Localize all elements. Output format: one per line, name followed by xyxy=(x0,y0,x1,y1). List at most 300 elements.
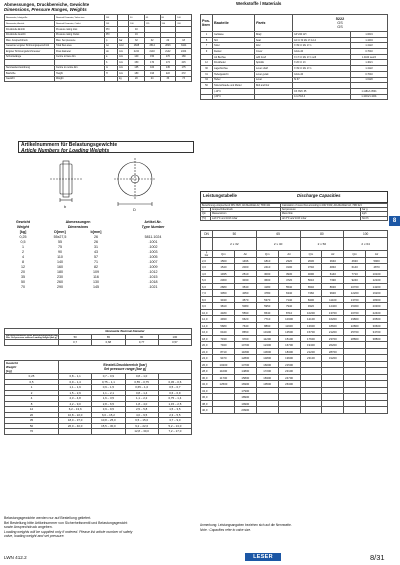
parts-cell: 0.7040 xyxy=(351,71,388,77)
ls-legend-cell: [°C] xyxy=(201,216,211,220)
cap-cell: 3930 xyxy=(278,270,300,277)
ps-cell: 9,2 – 22,0 xyxy=(125,423,158,429)
parts-cell: GGG-40 xyxy=(293,71,351,77)
ps-cell: 3,9 – 9,5 xyxy=(92,407,125,413)
tech-cell: 22 xyxy=(160,38,176,44)
dims-cell: 12 xyxy=(21,265,25,270)
ps-row xyxy=(5,429,192,435)
parts-cell: (-60°C xyxy=(213,94,255,100)
tech-cell: mm xyxy=(118,60,129,66)
ps-cell: 0,6 – 0,9 xyxy=(158,390,191,396)
cap-cell: 26500 xyxy=(366,316,388,323)
parts-cell: Gehäuse xyxy=(213,32,255,38)
discharge-legend-table xyxy=(200,203,388,221)
tech-cell: 2x42 xyxy=(160,49,176,55)
cap-cell: 7140 xyxy=(278,296,300,303)
tech-cell: Bauhöhe xyxy=(5,71,55,77)
dims-cell: 75 xyxy=(58,245,62,250)
ps-header-row xyxy=(5,361,192,374)
dims-cell: 90 xyxy=(58,250,62,255)
ps-cell: 7,2 – 17,0 xyxy=(158,429,191,435)
ps-cell: 6,0 – 15,2 xyxy=(92,412,125,418)
cap-dn-cell: 65 xyxy=(256,231,300,238)
ps-cell: 18,0 – 37,0 xyxy=(59,418,92,424)
nw-cell: 0,7 xyxy=(59,340,92,346)
cap-cell: 3430 xyxy=(213,296,235,303)
cap-cell: 4780 xyxy=(256,290,278,297)
cap-pressure-cell: 2,0 xyxy=(201,257,213,264)
cap-cell xyxy=(300,407,322,414)
cap-cell: 10300 xyxy=(278,316,300,323)
dims-cell: .1018 xyxy=(148,280,158,285)
parts-cell: 12 xyxy=(201,60,213,66)
parts-cell: Tellerschraube und Mutter xyxy=(213,83,255,89)
cap-cell xyxy=(344,407,366,414)
set-pressure-table xyxy=(4,360,192,435)
tech-cell: 174 xyxy=(160,60,176,66)
tech-cell: mm xyxy=(118,54,129,60)
cap-cell: 4180 xyxy=(256,283,278,290)
cap-cell: 11000 xyxy=(213,368,235,375)
tech-cell: PN xyxy=(105,32,118,38)
ps-cell: 1,5 – 3,5 xyxy=(158,407,191,413)
parts-cell: 50 xyxy=(201,83,213,89)
cap-cell: 20300 xyxy=(366,303,388,310)
cap-do-label xyxy=(201,237,213,250)
ls-legend-cell: Set pressure xyxy=(281,208,361,212)
cap-cell: 12500 xyxy=(213,381,235,388)
ps-cell: 2,5 – 5,8 xyxy=(125,407,158,413)
cap-cell: 3000 xyxy=(256,270,278,277)
tech-header-cell: 100 xyxy=(176,15,192,21)
cap-cell xyxy=(213,407,235,414)
tech-cell: 24 xyxy=(144,76,160,82)
cap-row xyxy=(201,407,388,414)
cap-cell: 22400 xyxy=(366,309,388,316)
parts-parts-header: Parts xyxy=(255,15,293,32)
tech-cell: bar xyxy=(118,38,129,44)
ps-cell: 26,0 – 40,0 xyxy=(59,423,92,429)
discharge-capacity-table xyxy=(200,230,388,414)
dims-cell: .1015 xyxy=(148,275,158,280)
cap-cell: 19800 xyxy=(344,316,366,323)
tech-cell: Max. Ansprechdruck xyxy=(5,38,55,44)
cap-cell: 10200 xyxy=(300,309,322,316)
tech-cell: 193 xyxy=(144,71,160,77)
ls-legend-cell: Massenstrom xyxy=(211,212,281,216)
cap-cell: 18600 xyxy=(322,322,344,329)
ls-desc-de: Berechnung entsprechend DIN 3320, AD-Merkblatt A2, TRD 421 xyxy=(201,204,281,208)
cap-cell: 7460 xyxy=(300,290,322,297)
parts-cell: 31 xyxy=(201,71,213,77)
parts-cell: X 20 Cr 13 xyxy=(293,60,351,66)
cap-pressure-cell: 30,0 xyxy=(201,374,213,381)
nominal-diameter-table xyxy=(4,328,192,346)
cap-cell: 1810 xyxy=(256,257,278,264)
cap-cell: 3050 xyxy=(213,290,235,297)
ps-cell xyxy=(92,429,125,435)
cap-cell: 23100 xyxy=(278,368,300,375)
tech-cell: 222 xyxy=(160,71,176,77)
cap-cell: 5590 xyxy=(234,309,256,316)
ps-cell: 12,8 – 30,0 xyxy=(125,429,158,435)
cap-do-cell: 2 x 64 xyxy=(344,237,388,250)
dims-head-weight-de: Gewicht xyxy=(16,219,30,224)
cap-cell: 6540 xyxy=(256,309,278,316)
cap-unit-cell: Air xyxy=(234,250,256,257)
ps-cell: 0,8 – 1,0 xyxy=(125,374,158,380)
tech-cell: 272 xyxy=(176,71,192,77)
cap-pressure-cell: 28,0 xyxy=(201,368,213,375)
ls-legend-cell: Mass flow xyxy=(281,212,361,216)
nw-cell: 65 xyxy=(92,334,125,340)
parts-cell: St 37 xyxy=(293,77,351,83)
nw-cell: 0,77 xyxy=(125,340,158,346)
tech-cell: 2514 xyxy=(144,43,160,49)
parts-cell: 34 xyxy=(201,77,213,83)
cap-dn-label: DN xyxy=(201,231,213,238)
ps-cell: 50 xyxy=(5,423,59,429)
cap-pressure-cell: 4,0 xyxy=(201,270,213,277)
cap-cell: 4690 xyxy=(300,270,322,277)
ps-cell: 0,75 – 1,1 xyxy=(92,379,125,385)
cap-cell: 15100 xyxy=(278,335,300,342)
cap-cell: 21200 xyxy=(300,348,322,355)
ps-cell: 70 xyxy=(5,429,59,435)
tech-cell: Flow diameter xyxy=(55,49,105,55)
ls-legend-cell: bar g xyxy=(361,208,388,212)
tech-cell xyxy=(105,76,118,82)
cap-cell: 17600 xyxy=(300,335,322,342)
parts-pos-header: Pos. Item xyxy=(201,15,213,32)
tech-cell: m xyxy=(105,65,118,71)
cap-cell: 4720 xyxy=(278,277,300,284)
cap-cell: 4630 xyxy=(344,257,366,264)
cap-cell: 5950 xyxy=(256,303,278,310)
ps-cell: 35 xyxy=(5,418,59,424)
ps-cell: 0,25 xyxy=(5,374,59,380)
cap-cell: 16200 xyxy=(366,290,388,297)
parts-cell: Seat xyxy=(255,37,293,43)
cap-cell: 8710 xyxy=(213,348,235,355)
dim-label-b: b xyxy=(64,204,67,209)
tech-cell: 33 xyxy=(160,76,176,82)
cap-cell: 6340 xyxy=(278,290,300,297)
cap-do-row xyxy=(201,237,388,250)
parts-cell: Lagerbüchse xyxy=(213,66,255,72)
tech-cell: 2x64 xyxy=(176,49,192,55)
tech-cell: 18 xyxy=(176,38,192,44)
tech-cell: 32 xyxy=(129,38,145,44)
ps-range-header: Einstell-Druckbereich [bar] Set pressure range [bar g] xyxy=(59,361,192,374)
dims-cell: 35 xyxy=(21,275,25,280)
cap-cell: 2630 xyxy=(300,257,322,264)
ls-legend-cell: Ansprechüberdruck xyxy=(211,208,281,212)
cap-cell: 4180 xyxy=(213,309,235,316)
cap-cell: 10700 xyxy=(234,342,256,349)
cap-cell: 38800 xyxy=(366,335,388,342)
cap-cell: 13700 xyxy=(322,309,344,316)
cap-cell: 3600 xyxy=(256,277,278,284)
cap-cell: 5960 xyxy=(366,257,388,264)
tech-header-cell: 65 xyxy=(144,15,160,21)
dims-cell: 2 xyxy=(22,250,24,255)
cap-pressure-cell: 18,0 xyxy=(201,335,213,342)
cap-cell: 3810 xyxy=(213,303,235,310)
loading-weight-footnote: Belastungsgewichte werden nur auf Bestellung geliefert. Bei Bestellung bitte Artikelnummer von Sicherheitsventil und Belastungsgewicht sowie Ansprechdruck angeben. Loading weights will be supplied only if ordered. Please list article number of safety valve, loading weight and set pressure. xyxy=(4,516,133,539)
cap-cell: 18300 xyxy=(256,374,278,381)
cap-cell: 18300 xyxy=(278,348,300,355)
cap-cell: 3030 xyxy=(234,277,256,284)
cap-cell: 4050 xyxy=(234,290,256,297)
ps-cell: 15,5 – 30,0 xyxy=(92,423,125,429)
cap-cell: 31200 xyxy=(322,355,344,362)
cap-cell: 12100 xyxy=(300,316,322,323)
tech-cell: 100 xyxy=(144,65,160,71)
ps-cell: 1,8 – 4,0 xyxy=(125,401,158,407)
cap-cell: 23700 xyxy=(322,335,344,342)
tech-header-cell: 50 xyxy=(129,15,145,21)
cap-cell: 12400 xyxy=(256,342,278,349)
dims-cell: .1003 xyxy=(148,250,158,255)
tech-header-cell: 200 xyxy=(176,21,192,27)
dims-cell: 5811.1024 xyxy=(144,235,162,240)
article-numbers-heading xyxy=(18,141,194,153)
tech-header-cell: DN xyxy=(105,15,118,21)
cap-cell: 15700 xyxy=(300,329,322,336)
cap-cell: 5080 xyxy=(234,303,256,310)
tech-cell: Weight xyxy=(55,76,105,82)
dims-cell: 4 xyxy=(22,255,24,260)
nw-title: Nennweite /Nominal Diameter xyxy=(59,329,192,335)
tech-cell: 145 xyxy=(160,65,176,71)
ls-legend-cell: p xyxy=(201,208,211,212)
tech-cell: 1608 xyxy=(129,43,145,49)
cap-cell: 19500 xyxy=(256,381,278,388)
tech-cell: mm xyxy=(118,71,129,77)
cap-cell: 7710 xyxy=(344,270,366,277)
dims-cell: 109 xyxy=(93,270,99,275)
article-numbers-table xyxy=(4,219,192,290)
ps-cell: 1,1 – 2,1 xyxy=(92,390,125,396)
cap-pressure-cell: 24,0 xyxy=(201,355,213,362)
cap-cell: 28800 xyxy=(344,335,366,342)
parts-cell: 1.4021 xyxy=(351,60,388,66)
cap-cell: 12400 xyxy=(322,303,344,310)
cap-cell: 20900 xyxy=(234,407,256,414)
cap-cell: 17200 xyxy=(256,368,278,375)
cap-dn-cell: 100 xyxy=(344,231,388,238)
parts-cell: 1.4104 weich xyxy=(351,54,388,60)
cap-cell: 16900 xyxy=(234,381,256,388)
dims-cell: 71 xyxy=(94,260,98,265)
cap-cell: 21200 xyxy=(322,329,344,336)
parts-cell: 1 xyxy=(201,32,213,38)
cap-cell: 19900 xyxy=(278,355,300,362)
cap-cell: 30600 xyxy=(366,322,388,329)
dims-cell: 230 xyxy=(57,275,63,280)
cap-pressure-cell: 22,0 xyxy=(201,348,213,355)
dims-cell: .1001 xyxy=(148,240,158,245)
tech-cell: Nennweitenzuordnung xyxy=(5,65,55,71)
dims-unit-cell: [kg] xyxy=(19,229,27,234)
tech-cell: Engster Strömungsdurchmesser xyxy=(5,49,55,55)
parts-cell: Disc xyxy=(255,43,293,49)
parts-cell: 1.4122 xyxy=(351,43,388,49)
cap-pressure-cell: 26,0 xyxy=(201,361,213,368)
cap-cell: 4570 xyxy=(234,296,256,303)
cap-pressure-cell: 7,0 xyxy=(201,290,213,297)
tech-cell: 175 xyxy=(176,65,192,71)
cap-cell: 3540 xyxy=(234,283,256,290)
cap-dn-cell: 80 xyxy=(300,231,344,238)
parts-cell: X 39 Cr Mo 17-1 xyxy=(293,43,351,49)
cap-cell: 21500 xyxy=(278,361,300,368)
loading-weight-drawing xyxy=(40,156,170,218)
ls-legend-cell: Luft 0°C und 1013 mbar xyxy=(211,216,281,220)
dims-cell: .1007 xyxy=(148,260,158,265)
parts-cell: Sitz xyxy=(213,37,255,43)
cap-cell: 6140 xyxy=(322,270,344,277)
dims-cell: .1012 xyxy=(148,270,158,275)
materials-table xyxy=(200,14,388,100)
ls-legend-row xyxy=(201,216,388,220)
discharge-title-en: Discharge Capacities xyxy=(297,192,341,198)
cap-cell: 7940 xyxy=(278,303,300,310)
cap-p-unit: p bar xyxy=(201,250,213,257)
ls-legend-cell: Air 0°C and 1013 mbar xyxy=(281,216,361,220)
tech-cell: Gesamter engster Strömungsquerschnitt xyxy=(5,43,55,49)
dims-unit-cell: b[mm] xyxy=(90,229,102,234)
cap-cell: 19900 xyxy=(234,400,256,407)
tech-cell: Centre to face dim. xyxy=(55,54,105,60)
cap-cell: 8400 xyxy=(300,296,322,303)
dims-cell: 145 xyxy=(93,285,99,290)
ps-cell: 0,75 – 1,4 xyxy=(158,396,191,402)
cap-cell xyxy=(322,407,344,414)
cap-cell: 11700 xyxy=(213,374,235,381)
ps-cell: 0,7 – 0,9 xyxy=(92,374,125,380)
tech-row xyxy=(5,76,192,82)
cap-cell: 18300 xyxy=(366,296,388,303)
parts-cell: Teller xyxy=(213,43,255,49)
nw-row xyxy=(5,340,192,346)
cap-pressure-cell: 16,0 xyxy=(201,329,213,336)
dims-cell: 160 xyxy=(57,265,63,270)
discharge-note: Anmerkung: Leistungsangaben beziehen sich auf die Nennweite. Note : Capacities refer to valve size. xyxy=(200,523,292,532)
parts-cell: CK 35/C 35 xyxy=(293,88,351,94)
parts-row xyxy=(201,94,388,100)
cap-cell: 22800 xyxy=(344,322,366,329)
cap-cell: 4870 xyxy=(366,264,388,271)
parts-cell: 1.1181/1.0501 xyxy=(351,88,388,94)
ps-cell: 1,6 – 3,5 xyxy=(92,396,125,402)
parts-cell: Lever shaft xyxy=(255,66,293,72)
cap-cell: 16200 xyxy=(322,316,344,323)
parts-cell: Druckfeder xyxy=(213,60,255,66)
ps-cell: 2,3 – 5,5 xyxy=(158,412,191,418)
nw-cell: 0,68 xyxy=(92,340,125,346)
tech-cell: Height xyxy=(55,71,105,77)
dims-cell: 290 xyxy=(57,285,63,290)
ps-cell: 2 xyxy=(5,390,59,396)
cap-cell: 8650 xyxy=(234,329,256,336)
cap-cell: 4930 xyxy=(213,316,235,323)
dims-cell: 70 xyxy=(21,285,25,290)
cap-cell: 16700 xyxy=(278,342,300,349)
dims-cell: 116 xyxy=(93,275,99,280)
tech-cell: b xyxy=(105,60,118,66)
cap-unit-row xyxy=(201,250,388,257)
dims-cell: 20 xyxy=(21,270,25,275)
tech-cell: 150 xyxy=(129,60,145,66)
tech-header-cell: Nominal Diameter, Valve size xyxy=(55,15,105,21)
cap-cell: 26200 xyxy=(322,342,344,349)
tech-cell: 73 xyxy=(176,76,192,82)
cap-cell: 10100 xyxy=(256,329,278,336)
cap-cell: 8710 xyxy=(278,309,300,316)
parts-cell xyxy=(255,94,293,100)
dims-cell: .1021 xyxy=(148,285,158,290)
cap-cell: 1560 xyxy=(213,257,235,264)
tech-header-cell: DN xyxy=(105,21,118,27)
header-line-de: Abmessungen, Druckbereiche, Gewichte xyxy=(4,2,90,7)
dims-cell: 1 xyxy=(22,245,24,250)
tech-cell: mm xyxy=(118,65,129,71)
cap-cell: 7710 xyxy=(256,316,278,323)
parts-cell: A2 Cr Ni Mo 17-12-2 xyxy=(293,37,351,43)
cap-cell: 11100 xyxy=(322,296,344,303)
cap-cell: 14800 xyxy=(234,368,256,375)
tech-cell: 2x40 xyxy=(144,49,160,55)
ps-cell: 0,8 – 1,1 xyxy=(59,374,92,380)
cap-cell: 11900 xyxy=(278,322,300,329)
cap-do-cell: 2 x 32 xyxy=(213,237,257,250)
cap-cell xyxy=(256,407,278,414)
cap-cell: 13900 xyxy=(300,322,322,329)
dims-cell: 82 xyxy=(94,265,98,270)
parts-cell: Spindle xyxy=(255,60,293,66)
cap-cell: 2320 xyxy=(278,257,300,264)
ps-cell: 12 xyxy=(5,407,59,413)
cap-cell: 3640 xyxy=(322,257,344,264)
cap-do-cell: 2 x 50 xyxy=(300,237,344,250)
ps-cell: 0,45 – 0,6 xyxy=(158,379,191,385)
parts-cell: X 17 Cr Mo 17-1 soft xyxy=(293,54,351,60)
cap-cell: 3740 xyxy=(300,264,322,271)
cap-pressure-cell: 9,0 xyxy=(201,303,213,310)
cap-unit-cell: Qm xyxy=(256,250,278,257)
ps-cell: 0,9 – 1,5 xyxy=(92,385,125,391)
cap-cell: 18900 xyxy=(234,394,256,401)
tech-cell: 16 xyxy=(129,32,145,38)
cap-cell: 9320 xyxy=(300,303,322,310)
cap-unit-cell: Qm xyxy=(300,250,322,257)
cap-dn-row xyxy=(201,231,388,238)
dims-cell: 140 xyxy=(57,260,63,265)
nw-cell: 0,57 xyxy=(158,340,191,346)
dims-head-article-de: Artikel-Nr. xyxy=(144,219,162,224)
dims-cell: 0,5 xyxy=(20,240,26,245)
ps-cell: 6,2 – 13,6 xyxy=(59,407,92,413)
tech-cell: 20 xyxy=(129,76,145,82)
dims-unit-cell: D[mm] xyxy=(54,229,66,234)
parts-cell: 9 xyxy=(201,49,213,55)
nw-label: Min.Ansprechdruck ohne Belastungsgewicht [bar] Min. Set pressure without Loading weight [bar g] xyxy=(6,334,59,339)
ps-cell: 1,15 – 2,5 xyxy=(158,401,191,407)
chapter-tab[interactable]: 8 xyxy=(389,216,400,226)
technical-data-table xyxy=(4,14,192,82)
